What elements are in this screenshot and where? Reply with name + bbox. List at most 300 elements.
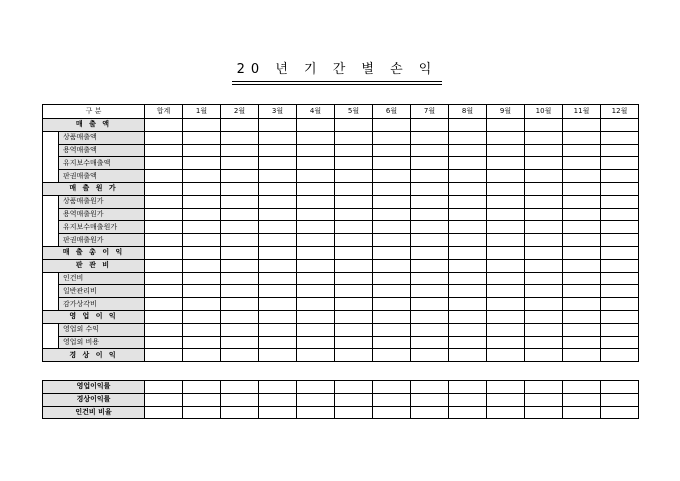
value-cell[interactable] [183,406,221,419]
value-cell[interactable] [487,393,525,406]
value-cell[interactable] [183,259,221,272]
value-cell[interactable] [487,131,525,144]
value-cell[interactable] [487,259,525,272]
value-cell[interactable] [335,119,373,132]
value-cell[interactable] [335,144,373,157]
value-cell[interactable] [563,182,601,195]
value-cell[interactable] [145,221,183,234]
value-cell[interactable] [487,195,525,208]
value-cell[interactable] [145,195,183,208]
value-cell[interactable] [145,208,183,221]
value-cell[interactable] [221,195,259,208]
value-cell[interactable] [145,323,183,336]
value-cell[interactable] [145,234,183,247]
value-cell[interactable] [601,336,639,349]
value-cell[interactable] [411,170,449,183]
value-cell[interactable] [563,406,601,419]
value-cell[interactable] [449,349,487,362]
value-cell[interactable] [145,144,183,157]
value-cell[interactable] [449,406,487,419]
value-cell[interactable] [335,298,373,311]
value-cell[interactable] [525,131,563,144]
value-cell[interactable] [411,323,449,336]
value-cell[interactable] [449,336,487,349]
value-cell[interactable] [487,298,525,311]
value-cell[interactable] [259,234,297,247]
ratio-label: 인건비 비율 [43,406,145,419]
value-cell[interactable] [259,272,297,285]
ratio-row [43,381,639,394]
value-cell[interactable] [183,285,221,298]
value-cell[interactable] [525,310,563,323]
value-cell[interactable] [525,323,563,336]
value-cell[interactable] [259,208,297,221]
value-cell[interactable] [525,349,563,362]
value-cell[interactable] [449,285,487,298]
section-label: 판 관 비 [43,259,145,272]
value-cell[interactable] [563,131,601,144]
value-cell[interactable] [525,157,563,170]
value-cell[interactable] [259,298,297,311]
value-cell[interactable] [221,298,259,311]
value-cell[interactable] [297,182,335,195]
value-cell[interactable] [297,195,335,208]
value-cell[interactable] [411,119,449,132]
value-cell[interactable] [449,131,487,144]
value-cell[interactable] [335,208,373,221]
value-cell[interactable] [449,208,487,221]
value-cell[interactable] [525,119,563,132]
value-cell[interactable] [259,285,297,298]
value-cell[interactable] [297,336,335,349]
value-cell[interactable] [563,246,601,259]
value-cell[interactable] [145,272,183,285]
value-cell[interactable] [411,221,449,234]
value-cell[interactable] [145,381,183,394]
value-cell[interactable] [487,336,525,349]
value-cell[interactable] [145,310,183,323]
value-cell[interactable] [259,393,297,406]
value-cell[interactable] [259,221,297,234]
value-cell[interactable] [297,208,335,221]
item-label: 용역매출원가 [59,208,145,221]
value-cell[interactable] [411,285,449,298]
value-cell[interactable] [373,246,411,259]
value-cell[interactable] [525,381,563,394]
value-cell[interactable] [145,259,183,272]
value-cell[interactable] [563,221,601,234]
value-cell[interactable] [335,195,373,208]
value-cell[interactable] [411,272,449,285]
value-cell[interactable] [601,234,639,247]
value-cell[interactable] [297,393,335,406]
value-cell[interactable] [449,272,487,285]
value-cell[interactable] [601,349,639,362]
value-cell[interactable] [335,406,373,419]
value-cell[interactable] [449,221,487,234]
value-cell[interactable] [449,310,487,323]
value-cell[interactable] [145,349,183,362]
value-cell[interactable] [335,310,373,323]
value-cell[interactable] [487,208,525,221]
value-cell[interactable] [601,131,639,144]
value-cell[interactable] [221,170,259,183]
item-label: 유지보수매출원가 [59,221,145,234]
value-cell[interactable] [411,298,449,311]
value-cell[interactable] [411,381,449,394]
value-cell[interactable] [297,246,335,259]
value-cell[interactable] [601,406,639,419]
value-cell[interactable] [563,119,601,132]
value-cell[interactable] [411,131,449,144]
value-cell[interactable] [259,246,297,259]
value-cell[interactable] [183,298,221,311]
value-cell[interactable] [297,323,335,336]
value-cell[interactable] [525,170,563,183]
value-cell[interactable] [525,234,563,247]
value-cell[interactable] [297,406,335,419]
value-cell[interactable] [297,381,335,394]
value-cell[interactable] [259,349,297,362]
value-cell[interactable] [487,285,525,298]
value-cell[interactable] [297,221,335,234]
item-label: 상품매출액 [59,131,145,144]
value-cell[interactable] [297,349,335,362]
value-cell[interactable] [487,234,525,247]
value-cell[interactable] [297,310,335,323]
value-cell[interactable] [259,170,297,183]
value-cell[interactable] [183,131,221,144]
value-cell[interactable] [373,323,411,336]
value-cell[interactable] [183,336,221,349]
value-cell[interactable] [601,381,639,394]
value-cell[interactable] [259,195,297,208]
value-cell[interactable] [411,310,449,323]
value-cell[interactable] [525,221,563,234]
value-cell[interactable] [487,182,525,195]
value-cell[interactable] [183,381,221,394]
value-cell[interactable] [145,119,183,132]
value-cell[interactable] [563,393,601,406]
value-cell[interactable] [221,406,259,419]
value-cell[interactable] [563,310,601,323]
value-cell[interactable] [601,310,639,323]
value-cell[interactable] [145,157,183,170]
value-cell[interactable] [525,259,563,272]
value-cell[interactable] [373,182,411,195]
value-cell[interactable] [221,234,259,247]
value-cell[interactable] [297,170,335,183]
value-cell[interactable] [411,208,449,221]
value-cell[interactable] [297,234,335,247]
value-cell[interactable] [183,208,221,221]
value-cell[interactable] [373,285,411,298]
value-cell[interactable] [487,170,525,183]
value-cell[interactable] [145,406,183,419]
value-cell[interactable] [297,298,335,311]
value-cell[interactable] [145,285,183,298]
value-cell[interactable] [373,259,411,272]
value-cell[interactable] [335,349,373,362]
value-cell[interactable] [373,272,411,285]
value-cell[interactable] [487,272,525,285]
value-cell[interactable] [221,272,259,285]
value-cell[interactable] [563,349,601,362]
value-cell[interactable] [563,157,601,170]
value-cell[interactable] [601,144,639,157]
value-cell[interactable] [525,298,563,311]
value-cell[interactable] [373,208,411,221]
value-cell[interactable] [221,259,259,272]
value-cell[interactable] [335,157,373,170]
value-cell[interactable] [563,234,601,247]
value-cell[interactable] [449,157,487,170]
value-cell[interactable] [373,221,411,234]
value-cell[interactable] [335,234,373,247]
value-cell[interactable] [145,393,183,406]
value-cell[interactable] [373,310,411,323]
value-cell[interactable] [449,246,487,259]
value-cell[interactable] [487,349,525,362]
value-cell[interactable] [373,393,411,406]
value-cell[interactable] [297,157,335,170]
value-cell[interactable] [411,195,449,208]
ratio-table [42,380,639,419]
value-cell[interactable] [221,323,259,336]
value-cell[interactable] [563,285,601,298]
value-cell[interactable] [449,381,487,394]
value-cell[interactable] [373,381,411,394]
value-cell[interactable] [335,246,373,259]
value-cell[interactable] [259,131,297,144]
value-cell[interactable] [297,259,335,272]
value-cell[interactable] [145,336,183,349]
value-cell[interactable] [449,195,487,208]
value-cell[interactable] [487,406,525,419]
value-cell[interactable] [145,246,183,259]
value-cell[interactable] [221,336,259,349]
value-cell[interactable] [601,157,639,170]
value-cell[interactable] [221,246,259,259]
value-cell[interactable] [525,144,563,157]
value-cell[interactable] [411,393,449,406]
value-cell[interactable] [373,170,411,183]
value-cell[interactable] [335,285,373,298]
value-cell[interactable] [525,208,563,221]
value-cell[interactable] [411,349,449,362]
value-cell[interactable] [487,144,525,157]
item-label: 판권매출원가 [59,234,145,247]
value-cell[interactable] [145,131,183,144]
value-cell[interactable] [145,170,183,183]
value-cell[interactable] [183,170,221,183]
value-cell[interactable] [297,272,335,285]
value-cell[interactable] [487,381,525,394]
value-cell[interactable] [487,157,525,170]
value-cell[interactable] [373,195,411,208]
value-cell[interactable] [601,182,639,195]
value-cell[interactable] [259,182,297,195]
ratio-row [43,393,639,406]
value-cell[interactable] [373,119,411,132]
value-cell[interactable] [449,144,487,157]
value-cell[interactable] [373,234,411,247]
value-cell[interactable] [487,310,525,323]
value-cell[interactable] [601,393,639,406]
value-cell[interactable] [183,144,221,157]
value-cell[interactable] [601,195,639,208]
value-cell[interactable] [183,182,221,195]
value-cell[interactable] [601,259,639,272]
value-cell[interactable] [259,157,297,170]
value-cell[interactable] [487,323,525,336]
value-cell[interactable] [563,170,601,183]
value-cell[interactable] [487,246,525,259]
section-row [43,119,639,132]
value-cell[interactable] [335,182,373,195]
value-cell[interactable] [183,246,221,259]
value-cell[interactable] [145,182,183,195]
value-cell[interactable] [411,144,449,157]
value-cell[interactable] [373,336,411,349]
value-cell[interactable] [525,272,563,285]
value-cell[interactable] [411,234,449,247]
value-cell[interactable] [259,259,297,272]
value-cell[interactable] [449,298,487,311]
value-cell[interactable] [335,393,373,406]
value-cell[interactable] [373,349,411,362]
value-cell[interactable] [221,310,259,323]
value-cell[interactable] [259,310,297,323]
value-cell[interactable] [221,131,259,144]
value-cell[interactable] [601,170,639,183]
value-cell[interactable] [221,208,259,221]
value-cell[interactable] [183,323,221,336]
value-cell[interactable] [221,381,259,394]
value-cell[interactable] [335,323,373,336]
value-cell[interactable] [601,298,639,311]
value-cell[interactable] [183,349,221,362]
value-cell[interactable] [297,144,335,157]
value-cell[interactable] [563,323,601,336]
value-cell[interactable] [297,119,335,132]
value-cell[interactable] [525,195,563,208]
value-cell[interactable] [183,157,221,170]
value-cell[interactable] [411,246,449,259]
value-cell[interactable] [335,272,373,285]
value-cell[interactable] [563,298,601,311]
value-cell[interactable] [335,381,373,394]
value-cell[interactable] [221,157,259,170]
value-cell[interactable] [221,349,259,362]
item-row [43,272,639,285]
value-cell[interactable] [297,131,335,144]
value-cell[interactable] [601,246,639,259]
value-cell[interactable] [221,393,259,406]
value-cell[interactable] [487,221,525,234]
value-cell[interactable] [487,119,525,132]
value-cell[interactable] [183,272,221,285]
value-cell[interactable] [525,393,563,406]
value-cell[interactable] [373,131,411,144]
value-cell[interactable] [259,323,297,336]
value-cell[interactable] [221,182,259,195]
value-cell[interactable] [525,285,563,298]
value-cell[interactable] [411,406,449,419]
value-cell[interactable] [183,119,221,132]
value-cell[interactable] [221,221,259,234]
value-cell[interactable] [183,221,221,234]
value-cell[interactable] [183,310,221,323]
item-label: 감가상각비 [59,298,145,311]
value-cell[interactable] [563,208,601,221]
value-cell[interactable] [259,336,297,349]
item-row [43,157,639,170]
value-cell[interactable] [525,182,563,195]
value-cell[interactable] [449,234,487,247]
value-cell[interactable] [183,393,221,406]
value-cell[interactable] [411,259,449,272]
value-cell[interactable] [183,234,221,247]
value-cell[interactable] [411,336,449,349]
value-cell[interactable] [259,406,297,419]
value-cell[interactable] [373,298,411,311]
value-cell[interactable] [411,182,449,195]
value-cell[interactable] [525,406,563,419]
value-cell[interactable] [449,259,487,272]
value-cell[interactable] [221,285,259,298]
value-cell[interactable] [601,323,639,336]
value-cell[interactable] [259,381,297,394]
value-cell[interactable] [297,285,335,298]
value-cell[interactable] [601,119,639,132]
value-cell[interactable] [373,144,411,157]
value-cell[interactable] [449,323,487,336]
value-cell[interactable] [221,144,259,157]
value-cell[interactable] [183,195,221,208]
value-cell[interactable] [221,119,259,132]
value-cell[interactable] [335,221,373,234]
value-cell[interactable] [563,144,601,157]
value-cell[interactable] [449,393,487,406]
header-month: 4월 [297,105,335,119]
value-cell[interactable] [601,221,639,234]
value-cell[interactable] [335,336,373,349]
value-cell[interactable] [259,119,297,132]
value-cell[interactable] [601,272,639,285]
value-cell[interactable] [601,208,639,221]
value-cell[interactable] [525,246,563,259]
value-cell[interactable] [449,182,487,195]
value-cell[interactable] [145,298,183,311]
value-cell[interactable] [563,272,601,285]
value-cell[interactable] [601,285,639,298]
value-cell[interactable] [335,259,373,272]
value-cell[interactable] [373,157,411,170]
value-cell[interactable] [411,157,449,170]
value-cell[interactable] [335,170,373,183]
value-cell[interactable] [373,406,411,419]
value-cell[interactable] [525,336,563,349]
value-cell[interactable] [335,131,373,144]
value-cell[interactable] [563,381,601,394]
value-cell[interactable] [563,336,601,349]
value-cell[interactable] [563,195,601,208]
value-cell[interactable] [563,259,601,272]
value-cell[interactable] [449,170,487,183]
value-cell[interactable] [449,119,487,132]
value-cell[interactable] [259,144,297,157]
